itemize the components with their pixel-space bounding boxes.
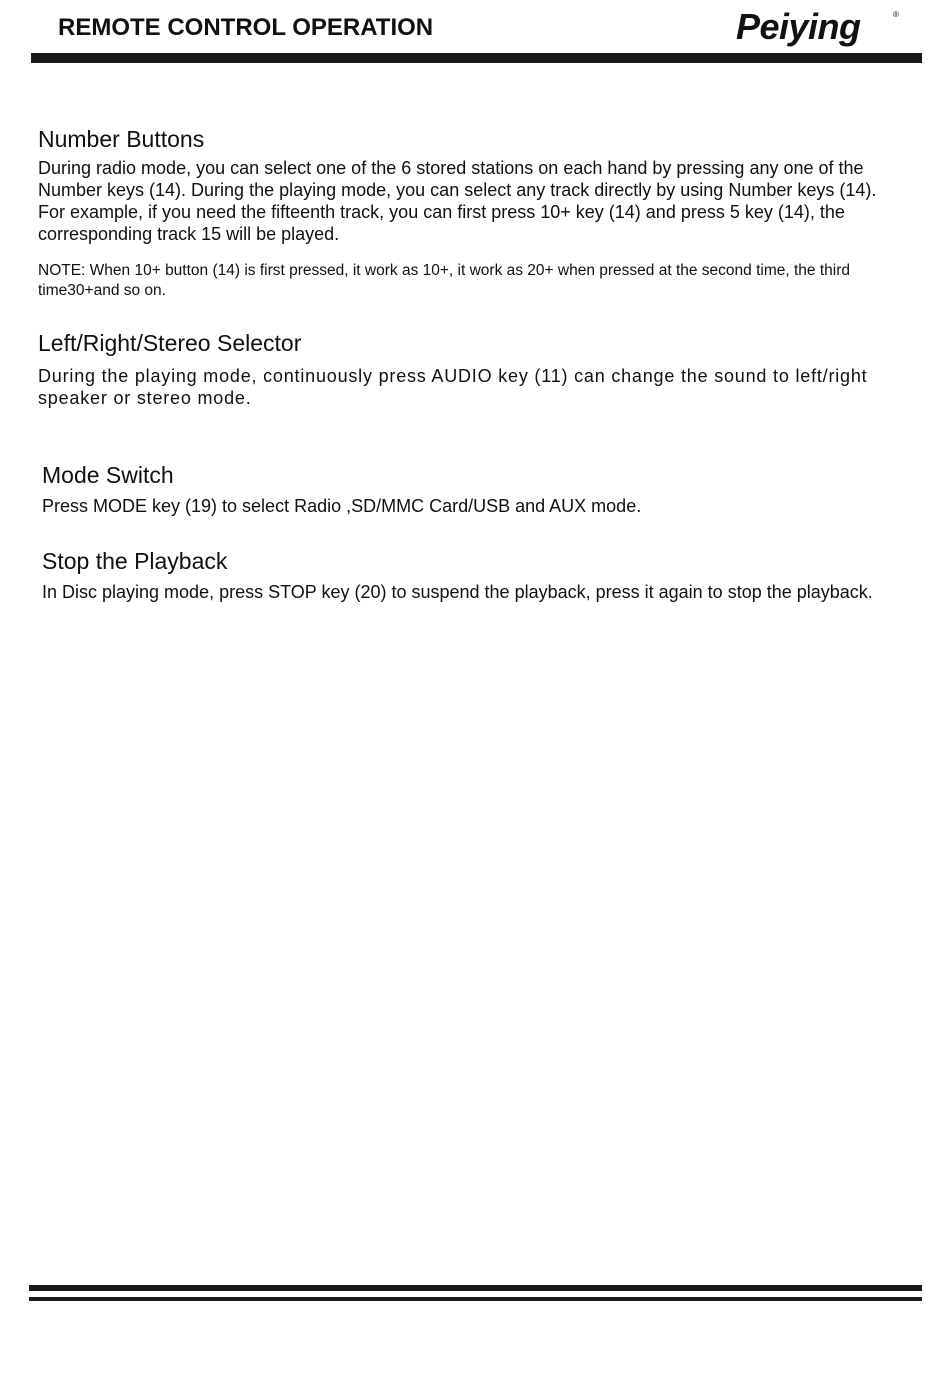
section-left-right-stereo xyxy=(38,329,898,409)
section-heading: Left/Right/Stereo Selector xyxy=(38,330,302,356)
brand-logo: Peiying xyxy=(736,6,861,47)
section-heading: Number Buttons xyxy=(38,126,205,152)
page-title: REMOTE CONTROL OPERATION xyxy=(58,14,434,41)
section-stop-playback xyxy=(42,547,902,603)
section-note: NOTE: When 10+ button (14) is first pressed, it work as 10+, it work as 20+ when pressed at the second time, the third time30+and so on. xyxy=(38,262,850,299)
section-number-buttons xyxy=(38,125,898,301)
section-body: In Disc playing mode, press STOP key (20) to suspend the playback, press it again to stop the playback. xyxy=(42,582,873,602)
section-heading: Stop the Playback xyxy=(42,548,228,574)
footer-divider-thin xyxy=(29,1297,922,1301)
registered-mark: ® xyxy=(893,10,899,19)
section-mode-switch xyxy=(42,461,902,517)
section-body: Press MODE key (19) to select Radio ,SD/MMC Card/USB and AUX mode. xyxy=(42,496,642,516)
header-divider xyxy=(31,53,922,63)
footer-divider-thick xyxy=(29,1285,922,1291)
section-body: During radio mode, you can select one of the 6 stored stations on each hand by pressing any one of the Number keys (14). During the playing mode, you can select any track directly by using Number keys (14). For example, if you need the fifteenth track, you can first press 10+ key (14) and press 5 key (14), the corresponding track 15 will be played. xyxy=(38,158,877,244)
section-body: During the playing mode, continuously press AUDIO key (11) can change the sound to left/right speaker or stereo mode. xyxy=(38,366,868,408)
section-heading: Mode Switch xyxy=(42,462,174,488)
